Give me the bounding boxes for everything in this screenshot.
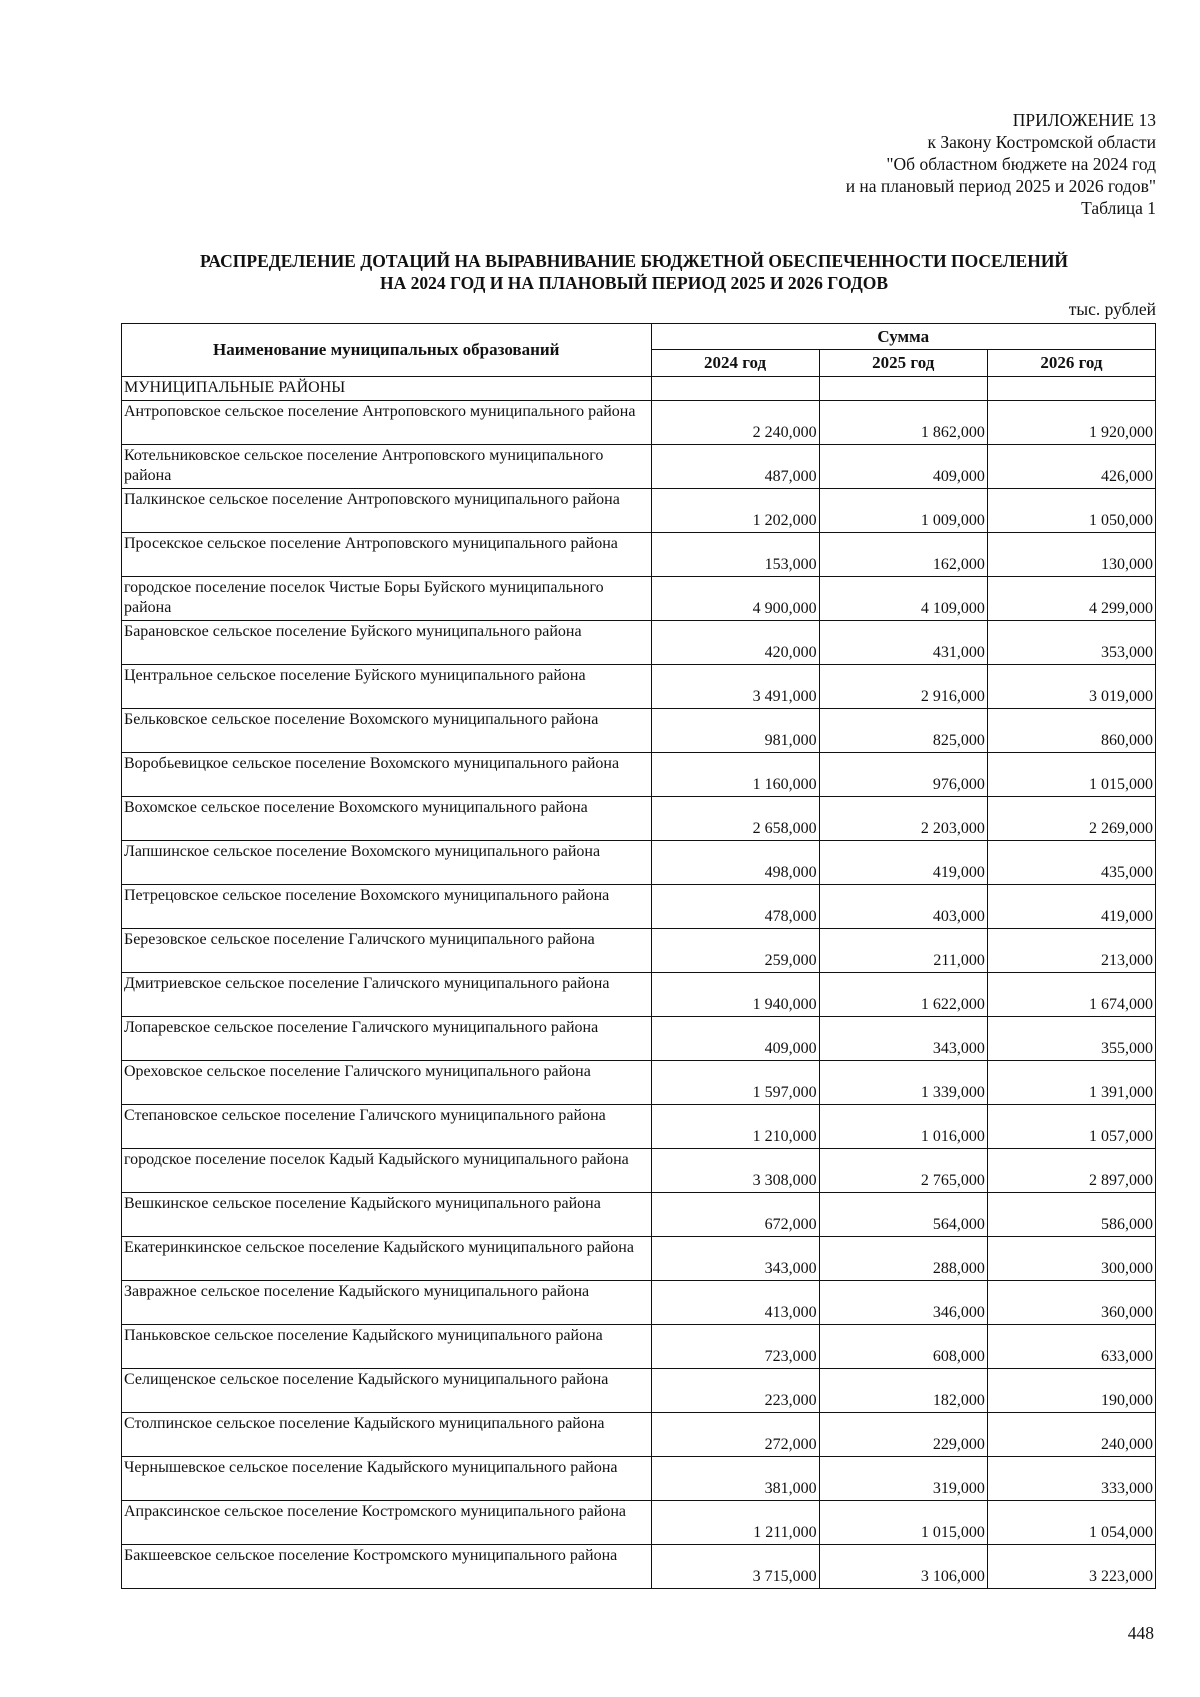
amount-2024-cell: 1 210,000 — [651, 1105, 819, 1149]
amount-2026-cell: 426,000 — [987, 445, 1155, 489]
amount-2026-cell: 1 015,000 — [987, 753, 1155, 797]
amount-2026-cell: 355,000 — [987, 1017, 1155, 1061]
amount-2025-cell: 976,000 — [819, 753, 987, 797]
municipality-name-cell: Бельковское сельское поселение Вохомского муниципального района — [122, 709, 652, 753]
amount-2026-cell: 300,000 — [987, 1237, 1155, 1281]
amount-2024-cell: 1 211,000 — [651, 1501, 819, 1545]
amount-2026-cell: 3 019,000 — [987, 665, 1155, 709]
document-title-line1: РАСПРЕДЕЛЕНИЕ ДОТАЦИЙ НА ВЫРАВНИВАНИЕ БЮДЖЕТНОЙ ОБЕСПЕЧЕННОСТИ ПОСЕЛЕНИЙ — [199, 251, 1069, 271]
municipality-name-cell: Паньковское сельское поселение Кадыйского муниципального района — [122, 1325, 652, 1369]
table-row — [122, 1457, 1156, 1501]
municipality-name-cell: Центральное сельское поселение Буйского муниципального района — [122, 665, 652, 709]
municipality-name-cell: городское поселение поселок Кадый Кадыйского муниципального района — [122, 1149, 652, 1193]
amount-2026-cell: 2 897,000 — [987, 1149, 1155, 1193]
table-row — [122, 665, 1156, 709]
amount-2024-cell: 1 597,000 — [651, 1061, 819, 1105]
amount-2026-cell: 3 223,000 — [987, 1545, 1155, 1589]
amount-2026-cell: 213,000 — [987, 929, 1155, 973]
appendix-header — [846, 109, 1156, 219]
section-label: МУНИЦИПАЛЬНЫЕ РАЙОНЫ — [122, 377, 652, 401]
amount-2024-cell: 413,000 — [651, 1281, 819, 1325]
amount-2026-cell: 435,000 — [987, 841, 1155, 885]
municipality-name-cell: Чернышевское сельское поселение Кадыйского муниципального района — [122, 1457, 652, 1501]
amount-2024-cell: 381,000 — [651, 1457, 819, 1501]
table-row — [122, 1545, 1156, 1589]
amount-2026-cell: 1 920,000 — [987, 401, 1155, 445]
amount-2025-cell: 564,000 — [819, 1193, 987, 1237]
table-row — [122, 1413, 1156, 1457]
amount-2025-cell: 825,000 — [819, 709, 987, 753]
document-title-line2: НА 2024 ГОД И НА ПЛАНОВЫЙ ПЕРИОД 2025 И 2026 ГОДОВ — [379, 273, 889, 293]
page-number: 448 — [1127, 1623, 1154, 1643]
amount-2025-cell: 3 106,000 — [819, 1545, 987, 1589]
table-row — [122, 929, 1156, 973]
table-row — [122, 885, 1156, 929]
subsidies-table — [121, 323, 1156, 1589]
table-row — [122, 1061, 1156, 1105]
amount-2025-cell: 1 862,000 — [819, 401, 987, 445]
municipality-name-cell: Воробьевицкое сельское поселение Вохомского муниципального района — [122, 753, 652, 797]
table-row — [122, 445, 1156, 489]
municipality-name-cell: Ореховское сельское поселение Галичского муниципального района — [122, 1061, 652, 1105]
municipality-name-cell: Бакшеевское сельское поселение Костромского муниципального района — [122, 1545, 652, 1589]
amount-2025-cell: 229,000 — [819, 1413, 987, 1457]
municipality-name-cell: Барановское сельское поселение Буйского муниципального района — [122, 621, 652, 665]
municipality-name-cell: Селищенское сельское поселение Кадыйского муниципального района — [122, 1369, 652, 1413]
amount-2024-cell: 4 900,000 — [651, 577, 819, 621]
amount-2025-cell: 403,000 — [819, 885, 987, 929]
table-row — [122, 621, 1156, 665]
amount-2026-cell: 1 050,000 — [987, 489, 1155, 533]
appendix-title: ПРИЛОЖЕНИЕ 13 — [1012, 110, 1156, 130]
units-label: тыс. рублей — [1068, 299, 1156, 319]
amount-2025-cell: 211,000 — [819, 929, 987, 973]
amount-2024-cell: 723,000 — [651, 1325, 819, 1369]
amount-2024-cell: 2 658,000 — [651, 797, 819, 841]
municipality-name-cell: Лопаревское сельское поселение Галичского муниципального района — [122, 1017, 652, 1061]
municipality-name-cell: Завражное сельское поселение Кадыйского муниципального района — [122, 1281, 652, 1325]
table-row — [122, 841, 1156, 885]
amount-2026-cell: 586,000 — [987, 1193, 1155, 1237]
municipality-name-cell: Столпинское сельское поселение Кадыйского муниципального района — [122, 1413, 652, 1457]
amount-2025-cell: 4 109,000 — [819, 577, 987, 621]
municipality-name-cell: Апраксинское сельское поселение Костромского муниципального района — [122, 1501, 652, 1545]
amount-2026-cell: 1 054,000 — [987, 1501, 1155, 1545]
amount-2026-cell: 190,000 — [987, 1369, 1155, 1413]
amount-2026-cell: 1 057,000 — [987, 1105, 1155, 1149]
amount-2024-cell: 3 308,000 — [651, 1149, 819, 1193]
amount-2025-cell: 346,000 — [819, 1281, 987, 1325]
column-header-sum: Сумма — [651, 324, 1156, 350]
column-header-2025: 2025 год — [819, 350, 987, 377]
amount-2024-cell: 478,000 — [651, 885, 819, 929]
amount-2026-cell: 2 269,000 — [987, 797, 1155, 841]
table-row — [122, 973, 1156, 1017]
amount-2024-cell: 3 715,000 — [651, 1545, 819, 1589]
amount-2026-cell: 1 391,000 — [987, 1061, 1155, 1105]
amount-2024-cell: 3 491,000 — [651, 665, 819, 709]
amount-2024-cell: 498,000 — [651, 841, 819, 885]
amount-2025-cell: 1 009,000 — [819, 489, 987, 533]
amount-2025-cell: 319,000 — [819, 1457, 987, 1501]
municipality-name-cell: Петрецовское сельское поселение Вохомского муниципального района — [122, 885, 652, 929]
amount-2024-cell: 223,000 — [651, 1369, 819, 1413]
table-row — [122, 401, 1156, 445]
amount-2024-cell: 153,000 — [651, 533, 819, 577]
municipality-name-cell: Вохомское сельское поселение Вохомского муниципального района — [122, 797, 652, 841]
amount-2026-cell: 333,000 — [987, 1457, 1155, 1501]
amount-2025-cell: 182,000 — [819, 1369, 987, 1413]
table-row — [122, 533, 1156, 577]
amount-2026-cell: 860,000 — [987, 709, 1155, 753]
amount-2025-cell: 409,000 — [819, 445, 987, 489]
amount-2025-cell: 162,000 — [819, 533, 987, 577]
municipality-name-cell: Екатеринкинское сельское поселение Кадыйского муниципального района — [122, 1237, 652, 1281]
municipality-name-cell: городское поселение поселок Чистые Боры Буйского муниципального района — [122, 577, 652, 621]
document-title — [110, 250, 1158, 294]
municipality-name-cell: Березовское сельское поселение Галичского муниципального района — [122, 929, 652, 973]
amount-2024-cell: 1 940,000 — [651, 973, 819, 1017]
amount-2024-cell: 1 202,000 — [651, 489, 819, 533]
amount-2025-cell: 2 916,000 — [819, 665, 987, 709]
amount-2024-cell: 1 160,000 — [651, 753, 819, 797]
amount-2025-cell: 1 015,000 — [819, 1501, 987, 1545]
table-header-row — [122, 324, 1156, 350]
table-row — [122, 1237, 1156, 1281]
column-header-2024: 2024 год — [651, 350, 819, 377]
amount-2026-cell: 130,000 — [987, 533, 1155, 577]
amount-2026-cell: 633,000 — [987, 1325, 1155, 1369]
municipality-name-cell: Дмитриевское сельское поселение Галичского муниципального района — [122, 973, 652, 1017]
table-row — [122, 797, 1156, 841]
law-reference: к Закону Костромской области — [927, 132, 1156, 152]
amount-2026-cell: 419,000 — [987, 885, 1155, 929]
amount-2024-cell: 420,000 — [651, 621, 819, 665]
municipality-name-cell: Вешкинское сельское поселение Кадыйского муниципального района — [122, 1193, 652, 1237]
column-header-name: Наименование муниципальных образований — [122, 324, 652, 377]
table-row — [122, 709, 1156, 753]
amount-2025-cell: 431,000 — [819, 621, 987, 665]
table-number: Таблица 1 — [1081, 198, 1156, 218]
amount-2026-cell: 1 674,000 — [987, 973, 1155, 1017]
table-row — [122, 1281, 1156, 1325]
table-row — [122, 753, 1156, 797]
amount-2024-cell: 487,000 — [651, 445, 819, 489]
table-row — [122, 577, 1156, 621]
amount-2026-cell: 353,000 — [987, 621, 1155, 665]
table-row — [122, 1501, 1156, 1545]
table-row — [122, 489, 1156, 533]
law-title-line1: "Об областном бюджете на 2024 год — [886, 154, 1156, 174]
amount-2025-cell: 343,000 — [819, 1017, 987, 1061]
amount-2026-cell: 4 299,000 — [987, 577, 1155, 621]
amount-2024-cell: 672,000 — [651, 1193, 819, 1237]
amount-2025-cell: 2 765,000 — [819, 1149, 987, 1193]
table-row — [122, 1149, 1156, 1193]
municipality-name-cell: Котельниковское сельское поселение Антроповского муниципального района — [122, 445, 652, 489]
amount-2026-cell: 240,000 — [987, 1413, 1155, 1457]
amount-2024-cell: 272,000 — [651, 1413, 819, 1457]
amount-2025-cell: 288,000 — [819, 1237, 987, 1281]
amount-2025-cell: 1 339,000 — [819, 1061, 987, 1105]
amount-2024-cell: 2 240,000 — [651, 401, 819, 445]
amount-2024-cell: 409,000 — [651, 1017, 819, 1061]
law-title-line2: и на плановый период 2025 и 2026 годов" — [845, 176, 1156, 196]
amount-2025-cell: 1 016,000 — [819, 1105, 987, 1149]
table-row — [122, 1193, 1156, 1237]
table-row — [122, 1017, 1156, 1061]
amount-2026-cell: 360,000 — [987, 1281, 1155, 1325]
table-row — [122, 1369, 1156, 1413]
municipality-name-cell: Просекское сельское поселение Антроповского муниципального района — [122, 533, 652, 577]
amount-2024-cell: 981,000 — [651, 709, 819, 753]
amount-2025-cell: 419,000 — [819, 841, 987, 885]
amount-2024-cell: 343,000 — [651, 1237, 819, 1281]
municipality-name-cell: Антроповское сельское поселение Антроповского муниципального района — [122, 401, 652, 445]
column-header-2026: 2026 год — [987, 350, 1155, 377]
municipality-name-cell: Палкинское сельское поселение Антроповского муниципального района — [122, 489, 652, 533]
section-row — [122, 377, 1156, 401]
amount-2025-cell: 608,000 — [819, 1325, 987, 1369]
municipality-name-cell: Степановское сельское поселение Галичского муниципального района — [122, 1105, 652, 1149]
amount-2024-cell: 259,000 — [651, 929, 819, 973]
amount-2025-cell: 2 203,000 — [819, 797, 987, 841]
municipality-name-cell: Лапшинское сельское поселение Вохомского муниципального района — [122, 841, 652, 885]
table-row — [122, 1105, 1156, 1149]
amount-2025-cell: 1 622,000 — [819, 973, 987, 1017]
table-row — [122, 1325, 1156, 1369]
